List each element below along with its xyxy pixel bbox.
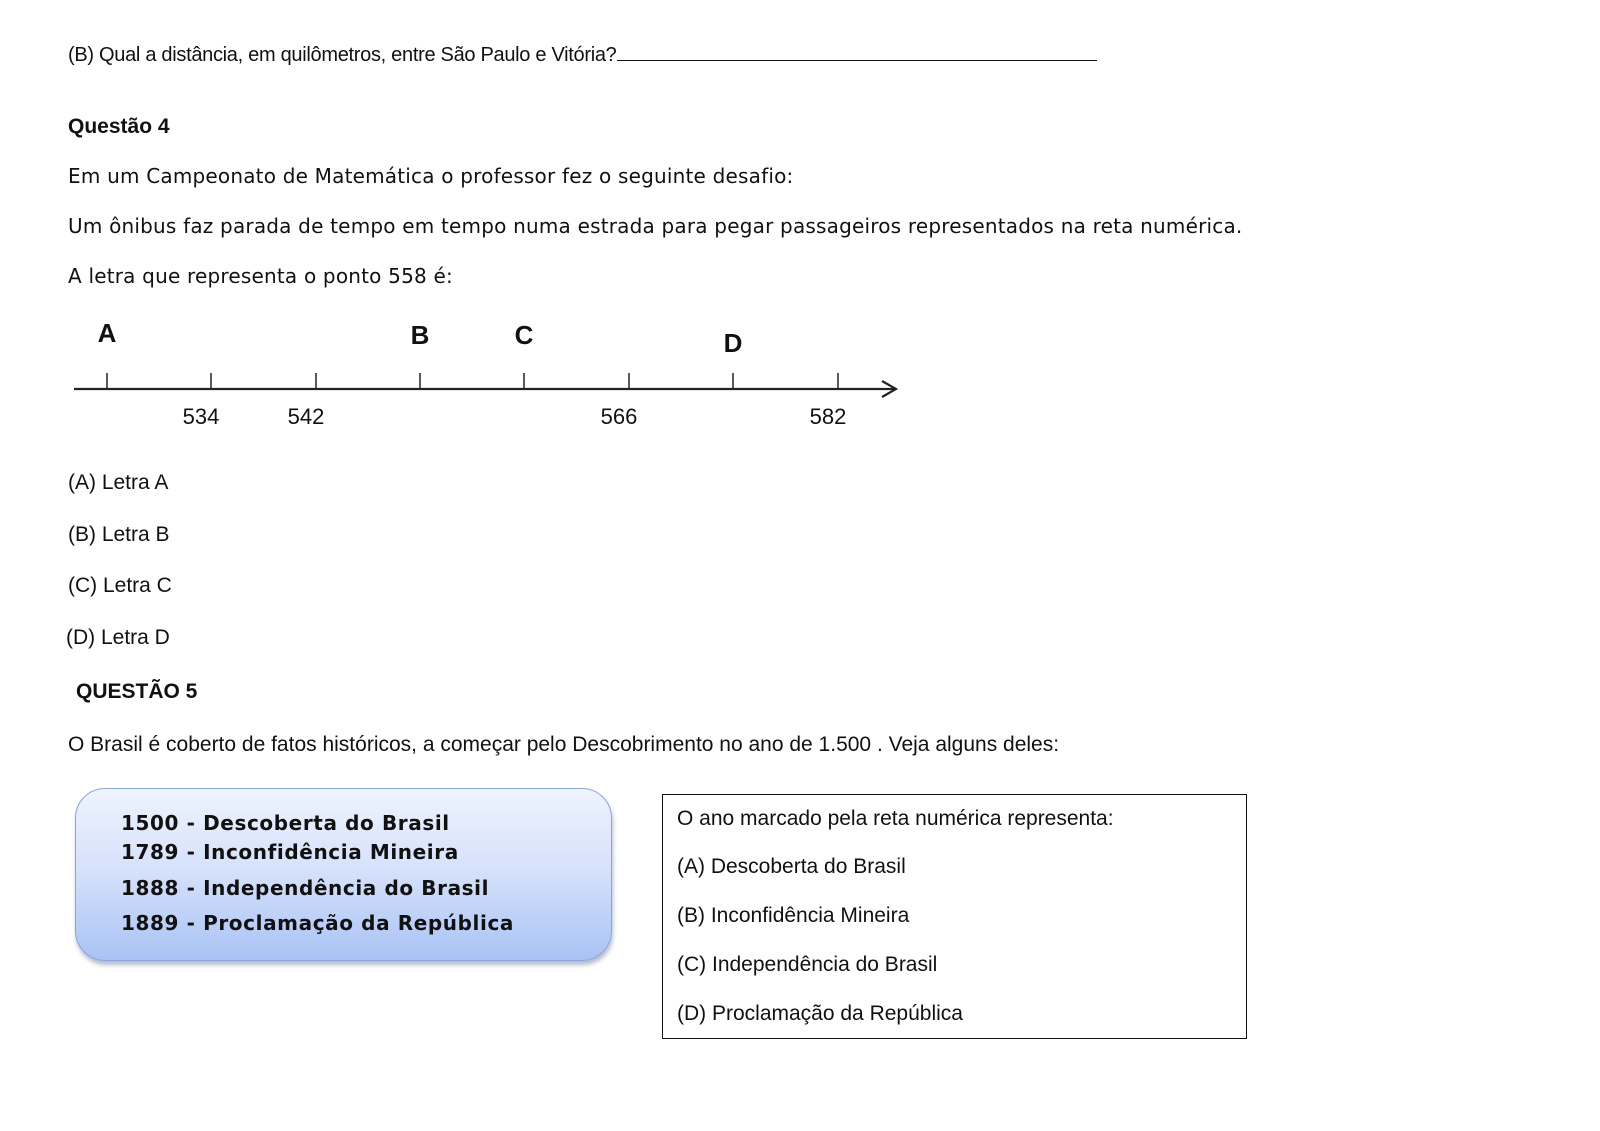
question5-intro: O Brasil é coberto de fatos históricos, a começar pelo Descobrimento no ano de 1.500 . Veja alguns deles: <box>68 733 1060 756</box>
question5-title: QUESTÃO 5 <box>76 680 198 703</box>
question4-statement: Um ônibus faz parada de tempo em tempo numa estrada para pegar passageiros representados na reta numérica. <box>68 214 1243 238</box>
point-label-d: D <box>723 328 743 358</box>
historical-facts-box <box>75 788 612 961</box>
answer-blank-line[interactable] <box>617 40 1097 61</box>
tick-label-566: 566 <box>600 404 638 429</box>
question5-option-a[interactable]: (A) Descoberta do Brasil <box>677 855 906 878</box>
question4-option-c[interactable]: (C) Letra C <box>68 574 172 597</box>
question3-part-b-text: (B) Qual a distância, em quilômetros, entre São Paulo e Vitória? <box>68 44 617 66</box>
tick-label-534: 534 <box>182 404 220 429</box>
tick-label-542: 542 <box>287 404 325 429</box>
fact-1500: 1500 - Descoberta do Brasil <box>121 811 450 835</box>
question4-option-d[interactable]: (D) Letra D <box>66 626 170 649</box>
tick-label-582: 582 <box>809 404 847 429</box>
question5-option-d[interactable]: (D) Proclamação da República <box>677 1002 963 1025</box>
question5-option-c[interactable]: (C) Independência do Brasil <box>677 953 938 976</box>
number-line <box>60 315 920 440</box>
fact-1789: 1789 - Inconfidência Mineira <box>121 840 459 864</box>
question5-option-b[interactable]: (B) Inconfidência Mineira <box>677 904 910 927</box>
question4-title: Questão 4 <box>68 115 170 138</box>
question4-prompt: A letra que representa o ponto 558 é: <box>68 264 453 288</box>
question4-option-a[interactable]: (A) Letra A <box>68 471 169 494</box>
question4-option-b[interactable]: (B) Letra B <box>68 523 170 546</box>
question5-box-prompt: O ano marcado pela reta numérica representa: <box>677 807 1114 830</box>
question5-answer-box <box>662 794 1247 1039</box>
question3-part-b <box>68 40 1097 67</box>
question4-intro: Em um Campeonato de Matemática o professor fez o seguinte desafio: <box>68 164 794 188</box>
fact-1888: 1888 - Independência do Brasil <box>121 876 490 900</box>
fact-1889: 1889 - Proclamação da República <box>121 911 515 935</box>
point-label-c: C <box>514 320 534 350</box>
point-label-a: A <box>97 318 117 348</box>
point-label-b: B <box>410 320 430 350</box>
